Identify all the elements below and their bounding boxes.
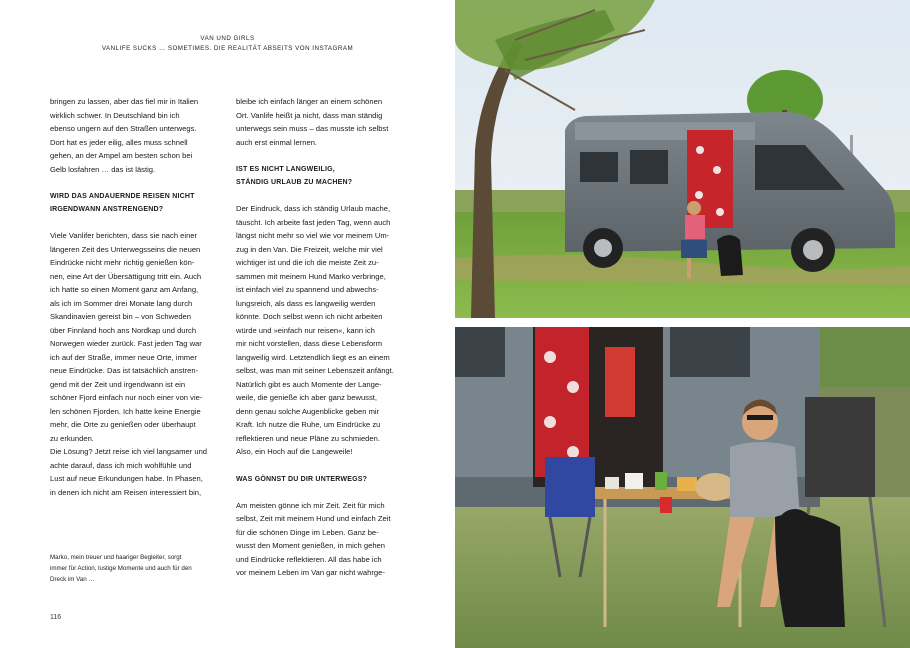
question-heading: IST ES NICHT LANGWEILIG, STÄNDIG URLAUB ZU MACHEN? (236, 166, 353, 186)
paragraph: Am meisten gönne ich mir Zeit. Zeit für mich selbst, Zeit mit meinem Hund und einfach Zeit für die schönen Dinge im Leben. Ganz be- wusst den Moment genießen, in mich gehen und Eindrücke reflektieren. All das habe ich vor meinem Leben im Van gar nicht wahrge- (236, 500, 391, 577)
text-column-1 (50, 95, 225, 499)
text-column-2 (236, 95, 411, 580)
paragraph: Der Eindruck, dass ich ständig Urlaub mache, täuscht. Ich arbeite fast jeden Tag, wenn auch längst nicht mehr so viel wie vor meinem Um- zug in den Van. Die Freizeit, welche mir viel wichtiger ist und die ich die meiste Zeit zu- sammen mit meinem Hund Marko verbringe, ist einfach viel zu spannend und abwechs- lungsreich, als dass es langweilig werden könnte. Doch selbst wenn ich nicht arbeiten würde und »einfach nur reisen«, kann ich mir nicht vorstellen, dass diese Lebensform langweilig wird. Letztendlich liegt es an einem selbst, was man mit seiner Lebenszeit anfängt. Natürlich gibt es auch Momente der Lange- weile, die genieße ich aber ganz bewusst, denn genau solche Augenblicke geben mir Kraft. Ich nutze die Ruhe, um Eindrücke zu reflektieren und neue Pläne zu schmieden. Also, ein Hoch auf die Langeweile! (236, 204, 394, 456)
woman-with-dog-at-table-photo (455, 327, 910, 648)
van-in-meadow-photo (455, 0, 910, 318)
paragraph: Viele Vanlifer berichten, dass sie nach einer längeren Zeit des Unterwegsseins die neuen Eindrücke nicht mehr richtig genießen kön- nen, eine Art der Übersättigung tritt ein. Auch ich hatte so einen Moment ganz am Anfang, als ich im Sommer drei Monate lang durch Skandinavien gereist bin – von Schweden über Finnland hoch ans Nordkap und durch Norwegen wieder zurück. Fast jeden Tag war ich auf der Straße, immer neue Orte, immer neue Eindrücke. Das ist tatsächlich anstren- gend mit der Zeit und irgendwann ist ein schöner Fjord einfach nur noch einer von vie- len schönen Fjorden. Ich hatte keine Energie mehr, die Orte zu genießen oder überhaupt zu erkunden. Die Lösung? Jetzt reise ich viel langsamer und achte darauf, dass ich mich wohlfühle und Lust auf neue Erkundungen habe. In Phasen, in denen ich nicht am Reisen interessiert bin, (50, 231, 208, 497)
question-heading: WAS GÖNNST DU DIR UNTERWEGS? (236, 475, 368, 483)
running-head (0, 34, 455, 54)
running-head-section: VAN UND GIRLS (200, 35, 255, 42)
running-head-title: VANLIFE SUCKS … SOMETIMES. DIE REALITÄT ABSEITS VON INSTAGRAM (101, 45, 354, 52)
page-number: 116 (50, 614, 62, 621)
photo-caption: Marko, mein treuer und haariger Begleiter, sorgt immer für Action, lustige Momente und auch für den Dreck im Van … (50, 554, 192, 583)
question-heading: WIRD DAS ANDAUERNDE REISEN NICHT IRGENDWANN ANSTRENGEND? (50, 193, 195, 213)
paragraph: bringen zu lassen, aber das fiel mir in Italien wirklich schwer. In Deutschland bin ich ebenso ungern auf den Straßen unterwegs. Dort hat es jeder eilig, alles muss schnell gehen, an der Ampel am besten schon bei Gelb losfahren … das ist lästig. (50, 97, 199, 174)
paragraph: bleibe ich einfach länger an einem schönen Ort. Vanlife heißt ja nicht, dass man ständig unterwegs sein muss – das musste ich selbst auch erst einmal lernen. (236, 97, 389, 147)
